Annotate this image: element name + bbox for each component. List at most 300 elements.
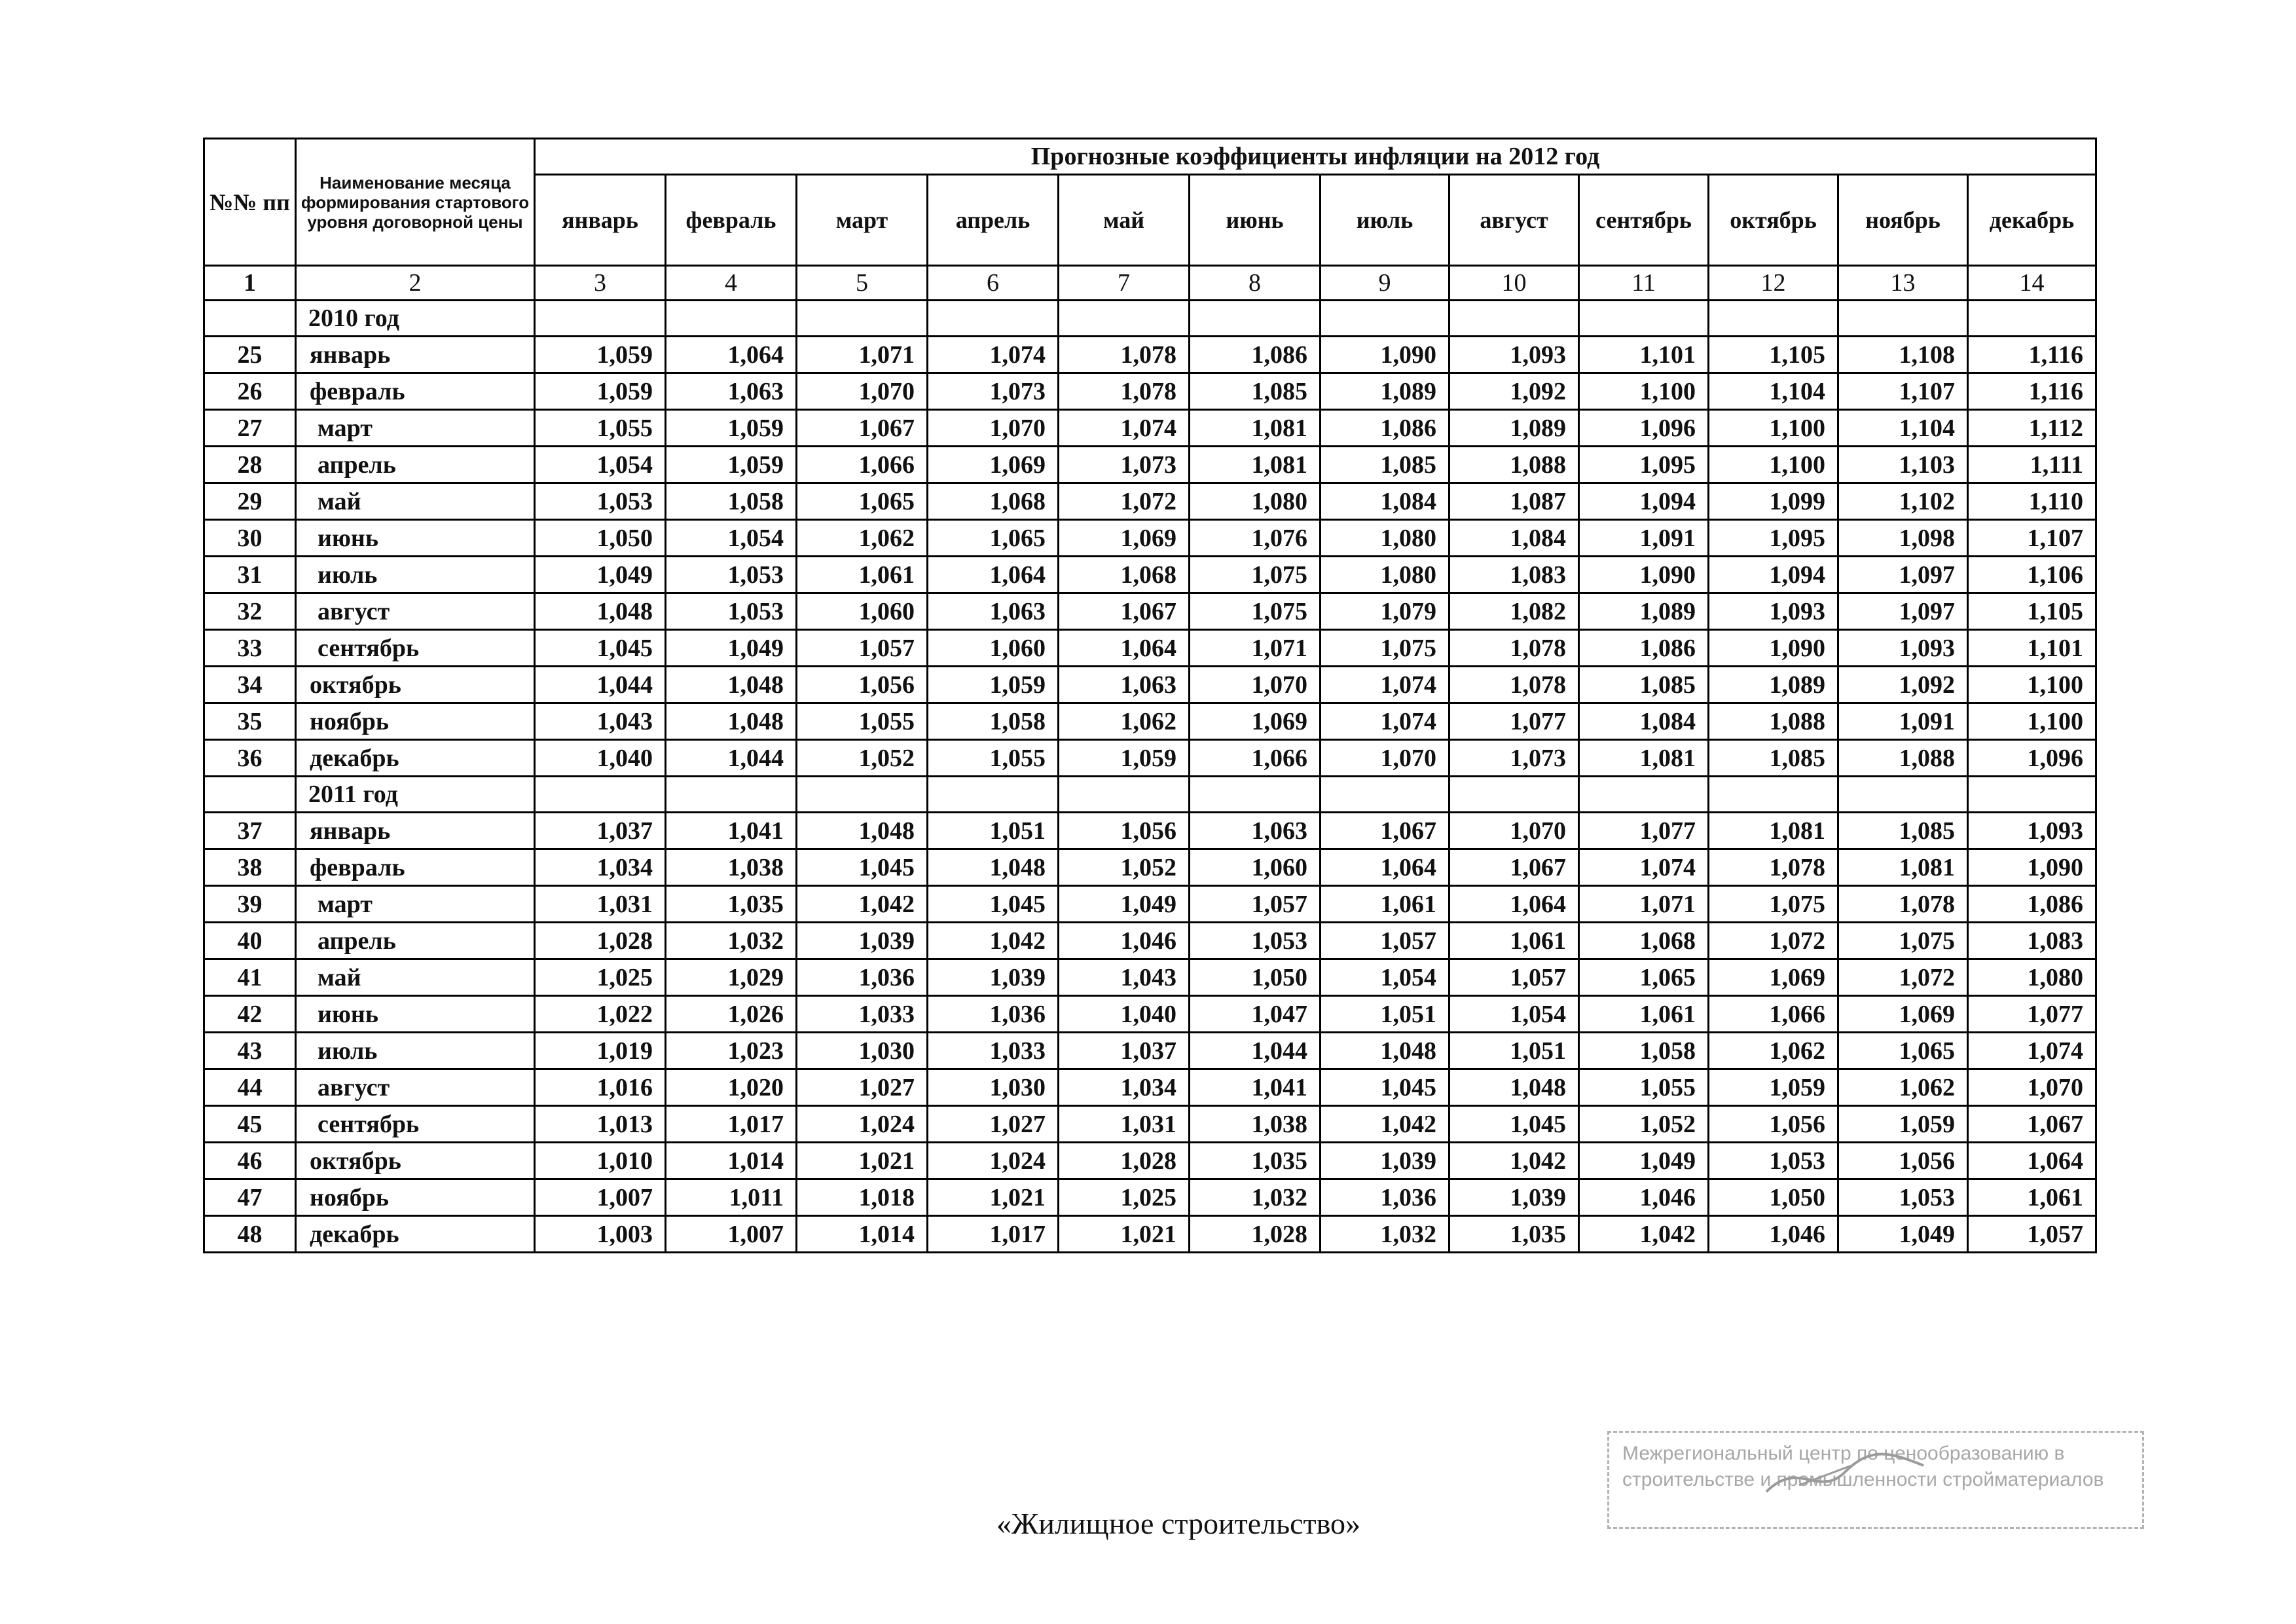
coefficient-cell: 1,050: [535, 520, 666, 557]
inflation-coefficients-table: [203, 138, 2097, 1253]
year-label: 2011 год: [296, 777, 535, 813]
coefficient-cell: 1,092: [1838, 667, 1968, 703]
coefficient-cell: 1,096: [1579, 410, 1709, 447]
coefficient-cell: 1,078: [1059, 373, 1190, 410]
coefficient-cell: 1,080: [1968, 959, 2096, 996]
table-row: [204, 996, 2096, 1033]
coefficient-cell: 1,087: [1449, 483, 1579, 520]
coefficient-cell: 1,054: [535, 447, 666, 483]
coefficient-cell: 1,029: [666, 959, 797, 996]
header-month-name: Наименование месяца формирования стартового уровня договорной цены: [296, 139, 535, 266]
coefficient-cell: 1,075: [1321, 630, 1449, 667]
coefficient-cell: 1,061: [1321, 886, 1449, 923]
year-row-empty-cell: [1321, 777, 1449, 813]
coefficient-cell: 1,075: [1838, 923, 1968, 959]
coefficient-cell: 1,059: [666, 410, 797, 447]
coefficient-cell: 1,042: [797, 886, 928, 923]
coefficient-cell: 1,047: [1190, 996, 1321, 1033]
coefficient-cell: 1,063: [1190, 813, 1321, 849]
coefficient-cell: 1,048: [666, 667, 797, 703]
coefficient-cell: 1,093: [1968, 813, 2096, 849]
coefficient-cell: 1,053: [1190, 923, 1321, 959]
coefficient-cell: 1,017: [928, 1216, 1059, 1253]
header-month: июль: [1321, 175, 1449, 266]
row-number: 37: [204, 813, 296, 849]
column-number: 12: [1709, 266, 1838, 301]
coefficient-cell: 1,108: [1838, 337, 1968, 373]
coefficient-cell: 1,078: [1838, 886, 1968, 923]
coefficient-cell: 1,041: [1190, 1069, 1321, 1106]
coefficient-cell: 1,050: [1709, 1179, 1838, 1216]
coefficient-cell: 1,074: [1579, 849, 1709, 886]
row-number: 30: [204, 520, 296, 557]
coefficient-cell: 1,075: [1709, 886, 1838, 923]
coefficient-cell: 1,014: [666, 1143, 797, 1179]
coefficient-cell: 1,097: [1838, 593, 1968, 630]
table-row: [204, 703, 2096, 740]
coefficient-cell: 1,069: [1838, 996, 1968, 1033]
coefficient-cell: 1,034: [535, 849, 666, 886]
coefficient-cell: 1,030: [797, 1033, 928, 1069]
coefficient-cell: 1,070: [1321, 740, 1449, 777]
coefficient-cell: 1,071: [1579, 886, 1709, 923]
table-row: [204, 410, 2096, 447]
row-number: 27: [204, 410, 296, 447]
coefficient-cell: 1,088: [1709, 703, 1838, 740]
coefficient-cell: 1,088: [1838, 740, 1968, 777]
coefficient-cell: 1,055: [928, 740, 1059, 777]
coefficient-cell: 1,059: [928, 667, 1059, 703]
row-month-name: июнь: [296, 996, 535, 1033]
coefficient-cell: 1,067: [797, 410, 928, 447]
coefficient-cell: 1,077: [1449, 703, 1579, 740]
coefficient-cell: 1,089: [1321, 373, 1449, 410]
row-month-name: май: [296, 959, 535, 996]
year-row-empty-cell: [1190, 777, 1321, 813]
coefficient-cell: 1,049: [535, 557, 666, 593]
row-number: 40: [204, 923, 296, 959]
coefficient-cell: 1,039: [928, 959, 1059, 996]
coefficient-cell: 1,064: [1449, 886, 1579, 923]
coefficient-cell: 1,085: [1190, 373, 1321, 410]
coefficient-cell: 1,067: [1449, 849, 1579, 886]
coefficient-cell: 1,064: [666, 337, 797, 373]
coefficient-cell: 1,027: [928, 1106, 1059, 1143]
year-row-empty-cell: [1579, 777, 1709, 813]
coefficient-cell: 1,031: [1059, 1106, 1190, 1143]
coefficient-cell: 1,014: [797, 1216, 928, 1253]
row-month-name: январь: [296, 337, 535, 373]
coefficient-cell: 1,052: [797, 740, 928, 777]
coefficient-cell: 1,064: [928, 557, 1059, 593]
coefficient-cell: 1,032: [666, 923, 797, 959]
coefficient-cell: 1,116: [1968, 373, 2096, 410]
coefficient-cell: 1,101: [1579, 337, 1709, 373]
year-row-empty-cell: [797, 301, 928, 337]
year-row-empty-cell: [1838, 777, 1968, 813]
table-row: [204, 1033, 2096, 1069]
coefficient-cell: 1,048: [1449, 1069, 1579, 1106]
row-number: 36: [204, 740, 296, 777]
coefficient-cell: 1,070: [928, 410, 1059, 447]
coefficient-cell: 1,080: [1190, 483, 1321, 520]
coefficient-cell: 1,110: [1968, 483, 2096, 520]
coefficient-cell: 1,079: [1321, 593, 1449, 630]
year-row-empty-cell: [535, 777, 666, 813]
coefficient-cell: 1,042: [1449, 1143, 1579, 1179]
coefficient-cell: 1,048: [535, 593, 666, 630]
coefficient-cell: 1,067: [1321, 813, 1449, 849]
year-row-empty-cell: [535, 301, 666, 337]
coefficient-cell: 1,068: [1579, 923, 1709, 959]
coefficient-cell: 1,056: [797, 667, 928, 703]
coefficient-cell: 1,068: [1059, 557, 1190, 593]
table-row: [204, 373, 2096, 410]
coefficient-cell: 1,031: [535, 886, 666, 923]
coefficient-cell: 1,086: [1321, 410, 1449, 447]
year-row-empty-cell: [1968, 777, 2096, 813]
coefficient-cell: 1,086: [1579, 630, 1709, 667]
row-number: 42: [204, 996, 296, 1033]
header-month: сентябрь: [1579, 175, 1709, 266]
year-row-empty-cell: [1190, 301, 1321, 337]
coefficient-cell: 1,078: [1449, 630, 1579, 667]
year-row-empty-cell: [1709, 301, 1838, 337]
column-number: 7: [1059, 266, 1190, 301]
coefficient-cell: 1,043: [1059, 959, 1190, 996]
year-row-empty-cell: [204, 301, 296, 337]
coefficient-cell: 1,057: [1321, 923, 1449, 959]
coefficient-cell: 1,053: [535, 483, 666, 520]
coefficient-cell: 1,072: [1838, 959, 1968, 996]
coefficient-cell: 1,081: [1190, 410, 1321, 447]
coefficient-cell: 1,057: [1190, 886, 1321, 923]
coefficient-cell: 1,017: [666, 1106, 797, 1143]
coefficient-cell: 1,090: [1321, 337, 1449, 373]
coefficient-cell: 1,101: [1968, 630, 2096, 667]
coefficient-cell: 1,064: [1968, 1143, 2096, 1179]
coefficient-cell: 1,030: [928, 1069, 1059, 1106]
coefficient-cell: 1,081: [1579, 740, 1709, 777]
coefficient-cell: 1,056: [1059, 813, 1190, 849]
coefficient-cell: 1,078: [1709, 849, 1838, 886]
year-row-empty-cell: [1449, 301, 1579, 337]
coefficient-cell: 1,062: [1059, 703, 1190, 740]
coefficient-cell: 1,010: [535, 1143, 666, 1179]
coefficient-cell: 1,013: [535, 1106, 666, 1143]
coefficient-cell: 1,061: [1449, 923, 1579, 959]
table-row: [204, 593, 2096, 630]
coefficient-cell: 1,102: [1838, 483, 1968, 520]
coefficient-cell: 1,100: [1968, 703, 2096, 740]
row-month-name: ноябрь: [296, 1179, 535, 1216]
coefficient-cell: 1,025: [535, 959, 666, 996]
row-number: 45: [204, 1106, 296, 1143]
coefficient-cell: 1,076: [1190, 520, 1321, 557]
coefficient-cell: 1,060: [1190, 849, 1321, 886]
coefficient-cell: 1,059: [666, 447, 797, 483]
coefficient-cell: 1,084: [1449, 520, 1579, 557]
coefficient-cell: 1,036: [928, 996, 1059, 1033]
coefficient-cell: 1,026: [666, 996, 797, 1033]
coefficient-cell: 1,036: [1321, 1179, 1449, 1216]
row-month-name: март: [296, 886, 535, 923]
coefficient-cell: 1,111: [1968, 447, 2096, 483]
row-number: 26: [204, 373, 296, 410]
column-number: 10: [1449, 266, 1579, 301]
row-month-name: февраль: [296, 849, 535, 886]
year-row-empty-cell: [1709, 777, 1838, 813]
coefficient-cell: 1,069: [928, 447, 1059, 483]
coefficient-cell: 1,100: [1709, 447, 1838, 483]
coefficient-cell: 1,085: [1579, 667, 1709, 703]
coefficient-cell: 1,018: [797, 1179, 928, 1216]
coefficient-cell: 1,065: [1838, 1033, 1968, 1069]
coefficient-cell: 1,066: [1190, 740, 1321, 777]
year-row-empty-cell: [797, 777, 928, 813]
coefficient-cell: 1,074: [1321, 667, 1449, 703]
coefficient-cell: 1,078: [1449, 667, 1579, 703]
coefficient-cell: 1,045: [797, 849, 928, 886]
column-number: 6: [928, 266, 1059, 301]
coefficient-cell: 1,091: [1838, 703, 1968, 740]
row-month-name: ноябрь: [296, 703, 535, 740]
coefficient-cell: 1,107: [1838, 373, 1968, 410]
coefficient-cell: 1,094: [1709, 557, 1838, 593]
coefficient-cell: 1,080: [1321, 557, 1449, 593]
coefficient-cell: 1,075: [1190, 593, 1321, 630]
column-number: 2: [296, 266, 535, 301]
row-number: 44: [204, 1069, 296, 1106]
year-row-empty-cell: [204, 777, 296, 813]
year-row-empty-cell: [1579, 301, 1709, 337]
coefficient-cell: 1,089: [1709, 667, 1838, 703]
table-row: [204, 923, 2096, 959]
table-row: [204, 1216, 2096, 1253]
coefficient-cell: 1,036: [797, 959, 928, 996]
coefficient-cell: 1,074: [928, 337, 1059, 373]
coefficient-cell: 1,058: [928, 703, 1059, 740]
coefficient-cell: 1,059: [535, 373, 666, 410]
row-month-name: июнь: [296, 520, 535, 557]
coefficient-cell: 1,063: [666, 373, 797, 410]
coefficient-cell: 1,066: [1709, 996, 1838, 1033]
coefficient-cell: 1,039: [797, 923, 928, 959]
coefficient-cell: 1,078: [1059, 337, 1190, 373]
coefficient-cell: 1,086: [1968, 886, 2096, 923]
coefficient-cell: 1,073: [928, 373, 1059, 410]
coefficient-cell: 1,049: [1838, 1216, 1968, 1253]
coefficient-cell: 1,038: [666, 849, 797, 886]
coefficient-cell: 1,043: [535, 703, 666, 740]
header-month: апрель: [928, 175, 1059, 266]
table-row: [204, 740, 2096, 777]
coefficient-cell: 1,081: [1190, 447, 1321, 483]
coefficient-cell: 1,058: [1579, 1033, 1709, 1069]
coefficient-cell: 1,048: [928, 849, 1059, 886]
coefficient-cell: 1,093: [1838, 630, 1968, 667]
coefficient-cell: 1,094: [1579, 483, 1709, 520]
coefficient-cell: 1,054: [1449, 996, 1579, 1033]
coefficient-cell: 1,042: [928, 923, 1059, 959]
row-number: 46: [204, 1143, 296, 1179]
coefficient-cell: 1,103: [1838, 447, 1968, 483]
coefficient-cell: 1,027: [797, 1069, 928, 1106]
coefficient-cell: 1,092: [1449, 373, 1579, 410]
row-number: 35: [204, 703, 296, 740]
row-month-name: июль: [296, 1033, 535, 1069]
coefficient-cell: 1,055: [535, 410, 666, 447]
coefficient-cell: 1,032: [1190, 1179, 1321, 1216]
coefficient-cell: 1,057: [1449, 959, 1579, 996]
coefficient-cell: 1,080: [1321, 520, 1449, 557]
coefficient-cell: 1,032: [1321, 1216, 1449, 1253]
coefficient-cell: 1,037: [1059, 1033, 1190, 1069]
column-number: 13: [1838, 266, 1968, 301]
coefficient-cell: 1,070: [1968, 1069, 2096, 1106]
header-month: май: [1059, 175, 1190, 266]
column-number: 3: [535, 266, 666, 301]
row-number: 28: [204, 447, 296, 483]
coefficient-cell: 1,049: [1579, 1143, 1709, 1179]
coefficient-cell: 1,045: [1321, 1069, 1449, 1106]
coefficient-cell: 1,091: [1579, 520, 1709, 557]
coefficient-cell: 1,068: [928, 483, 1059, 520]
coefficient-cell: 1,083: [1449, 557, 1579, 593]
coefficient-cell: 1,035: [1449, 1216, 1579, 1253]
column-number: 11: [1579, 266, 1709, 301]
header-month: октябрь: [1709, 175, 1838, 266]
coefficient-cell: 1,084: [1579, 703, 1709, 740]
coefficient-cell: 1,059: [1838, 1106, 1968, 1143]
year-row-empty-cell: [1059, 777, 1190, 813]
coefficient-cell: 1,071: [1190, 630, 1321, 667]
coefficient-cell: 1,044: [535, 667, 666, 703]
coefficient-cell: 1,097: [1838, 557, 1968, 593]
stamp: [1607, 1431, 2144, 1529]
row-month-name: февраль: [296, 373, 535, 410]
coefficient-cell: 1,063: [928, 593, 1059, 630]
signature-icon: [1760, 1446, 1930, 1505]
row-number: 34: [204, 667, 296, 703]
coefficient-cell: 1,106: [1968, 557, 2096, 593]
coefficient-cell: 1,067: [1968, 1106, 2096, 1143]
column-number: 14: [1968, 266, 2096, 301]
coefficient-cell: 1,034: [1059, 1069, 1190, 1106]
coefficient-cell: 1,024: [928, 1143, 1059, 1179]
coefficient-cell: 1,067: [1059, 593, 1190, 630]
row-month-name: сентябрь: [296, 1106, 535, 1143]
coefficient-cell: 1,035: [666, 886, 797, 923]
coefficient-cell: 1,021: [928, 1179, 1059, 1216]
coefficient-cell: 1,093: [1709, 593, 1838, 630]
coefficient-cell: 1,041: [666, 813, 797, 849]
coefficient-cell: 1,058: [666, 483, 797, 520]
coefficient-cell: 1,011: [666, 1179, 797, 1216]
coefficient-cell: 1,046: [1709, 1216, 1838, 1253]
row-month-name: декабрь: [296, 1216, 535, 1253]
coefficient-cell: 1,024: [797, 1106, 928, 1143]
year-row-empty-cell: [1321, 301, 1449, 337]
coefficient-cell: 1,064: [1059, 630, 1190, 667]
coefficient-cell: 1,022: [535, 996, 666, 1033]
coefficient-cell: 1,028: [1059, 1143, 1190, 1179]
row-month-name: декабрь: [296, 740, 535, 777]
coefficient-cell: 1,007: [535, 1179, 666, 1216]
coefficient-cell: 1,105: [1709, 337, 1838, 373]
coefficient-cell: 1,066: [797, 447, 928, 483]
row-month-name: январь: [296, 813, 535, 849]
coefficient-cell: 1,033: [928, 1033, 1059, 1069]
coefficient-cell: 1,048: [797, 813, 928, 849]
coefficient-cell: 1,083: [1968, 923, 2096, 959]
coefficient-cell: 1,007: [666, 1216, 797, 1253]
coefficient-cell: 1,095: [1579, 447, 1709, 483]
row-month-name: апрель: [296, 923, 535, 959]
year-row: [204, 777, 2096, 813]
coefficient-cell: 1,071: [797, 337, 928, 373]
coefficient-cell: 1,021: [1059, 1216, 1190, 1253]
row-number: 47: [204, 1179, 296, 1216]
coefficient-cell: 1,049: [1059, 886, 1190, 923]
coefficient-cell: 1,035: [1190, 1143, 1321, 1179]
year-row-empty-cell: [1838, 301, 1968, 337]
header-number: №№ пп: [204, 139, 296, 266]
coefficient-cell: 1,025: [1059, 1179, 1190, 1216]
coefficient-cell: 1,070: [1190, 667, 1321, 703]
coefficient-cell: 1,077: [1968, 996, 2096, 1033]
coefficient-cell: 1,051: [928, 813, 1059, 849]
coefficient-cell: 1,095: [1709, 520, 1838, 557]
table-row: [204, 667, 2096, 703]
coefficient-cell: 1,059: [1059, 740, 1190, 777]
coefficient-cell: 1,045: [1449, 1106, 1579, 1143]
coefficient-cell: 1,056: [1709, 1106, 1838, 1143]
coefficient-cell: 1,037: [535, 813, 666, 849]
stamp-line-2: строительстве и промышленности стройматериалов: [1622, 1469, 2104, 1490]
row-month-name: сентябрь: [296, 630, 535, 667]
coefficient-cell: 1,050: [1190, 959, 1321, 996]
header-month: ноябрь: [1838, 175, 1968, 266]
coefficient-cell: 1,093: [1449, 337, 1579, 373]
coefficient-cell: 1,065: [797, 483, 928, 520]
row-number: 39: [204, 886, 296, 923]
coefficient-cell: 1,048: [1321, 1033, 1449, 1069]
coefficient-cell: 1,016: [535, 1069, 666, 1106]
row-number: 38: [204, 849, 296, 886]
row-month-name: июль: [296, 557, 535, 593]
coefficient-cell: 1,082: [1449, 593, 1579, 630]
row-month-name: март: [296, 410, 535, 447]
coefficient-cell: 1,061: [1579, 996, 1709, 1033]
coefficient-cell: 1,055: [797, 703, 928, 740]
coefficient-cell: 1,061: [797, 557, 928, 593]
header-month: август: [1449, 175, 1579, 266]
table-row: [204, 886, 2096, 923]
coefficient-cell: 1,073: [1059, 447, 1190, 483]
coefficient-cell: 1,053: [666, 557, 797, 593]
coefficient-cell: 1,084: [1321, 483, 1449, 520]
coefficient-cell: 1,020: [666, 1069, 797, 1106]
row-number: 29: [204, 483, 296, 520]
coefficient-cell: 1,003: [535, 1216, 666, 1253]
coefficient-cell: 1,040: [1059, 996, 1190, 1033]
coefficient-cell: 1,070: [1449, 813, 1579, 849]
coefficient-cell: 1,075: [1190, 557, 1321, 593]
coefficient-cell: 1,019: [535, 1033, 666, 1069]
coefficient-cell: 1,100: [1709, 410, 1838, 447]
year-row-empty-cell: [928, 301, 1059, 337]
